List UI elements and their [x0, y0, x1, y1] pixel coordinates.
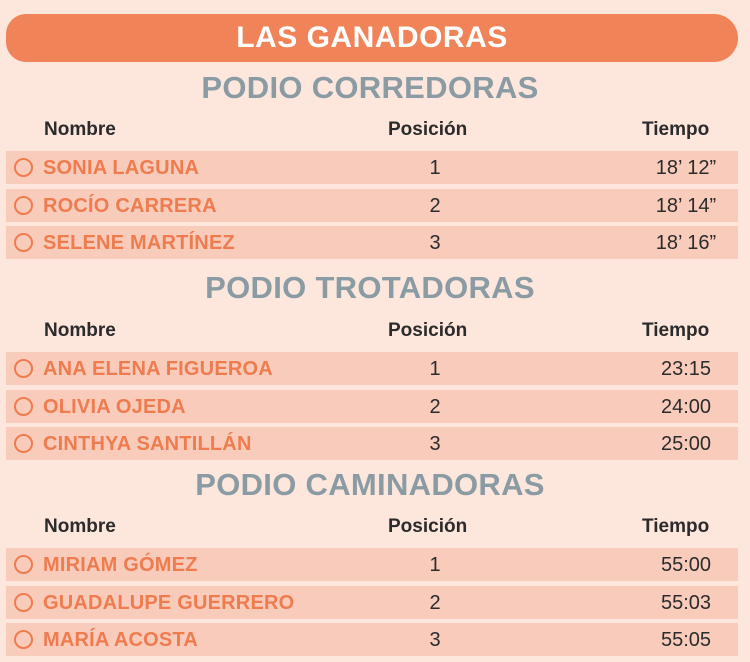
runner-position: 2	[429, 396, 441, 418]
section-title: PODIO TROTADORAS	[205, 270, 535, 305]
runner-time: 25:00	[660, 433, 712, 455]
header-position: Posición	[388, 320, 468, 341]
runner-name: GUADALUPE GUERRERO	[43, 592, 295, 614]
runner-time: 55:00	[660, 554, 712, 576]
runner-position: 3	[429, 629, 441, 651]
runner-position: 3	[429, 433, 441, 455]
circle-bullet-icon	[14, 196, 33, 215]
header-name: Nombre	[44, 119, 116, 140]
runner-time: 23:15	[660, 358, 712, 380]
runner-name: MARÍA ACOSTA	[43, 629, 198, 651]
runner-time: 18’ 14”	[655, 195, 717, 217]
runner-time: 24:00	[660, 396, 712, 418]
runner-name: ANA ELENA FIGUEROA	[43, 358, 273, 380]
table-row	[6, 390, 738, 423]
runner-name: SELENE MARTÍNEZ	[43, 232, 235, 254]
header-time: Tiempo	[642, 119, 710, 140]
runner-name: CINTHYA SANTILLÁN	[43, 433, 252, 455]
circle-bullet-icon	[14, 555, 33, 574]
header-time: Tiempo	[642, 320, 710, 341]
header-time: Tiempo	[642, 516, 710, 537]
runner-name: SONIA LAGUNA	[43, 157, 200, 179]
runner-time: 55:03	[660, 592, 712, 614]
runner-position: 3	[429, 232, 441, 254]
circle-bullet-icon	[14, 630, 33, 649]
table-row	[6, 548, 738, 581]
header-position: Posición	[388, 119, 468, 140]
header-name: Nombre	[44, 320, 116, 341]
runner-position: 1	[429, 358, 441, 380]
circle-bullet-icon	[14, 233, 33, 252]
circle-bullet-icon	[14, 593, 33, 612]
table-row	[6, 586, 738, 619]
runner-position: 2	[429, 195, 441, 217]
runner-time: 18’ 16”	[655, 232, 717, 254]
runner-name: ROCÍO CARRERA	[43, 195, 217, 217]
section-title: PODIO CORREDORAS	[201, 70, 539, 105]
runner-position: 1	[429, 157, 441, 179]
table-row	[6, 189, 738, 222]
table-header	[0, 514, 750, 538]
table-row	[6, 623, 738, 656]
table-row	[6, 151, 738, 184]
section-title: PODIO CAMINADORAS	[195, 467, 545, 502]
runner-position: 2	[429, 592, 441, 614]
runner-position: 1	[429, 554, 441, 576]
runner-time: 18’ 12”	[655, 157, 717, 179]
banner-title: LAS GANADORAS	[6, 14, 738, 62]
runner-time: 55:05	[660, 629, 712, 651]
circle-bullet-icon	[14, 434, 33, 453]
table-row	[6, 352, 738, 385]
circle-bullet-icon	[14, 397, 33, 416]
table-row	[6, 226, 738, 259]
circle-bullet-icon	[14, 359, 33, 378]
table-row	[6, 427, 738, 460]
table-header	[0, 318, 750, 342]
runner-name: OLIVIA OJEDA	[43, 396, 186, 418]
runner-name: MIRIAM GÓMEZ	[43, 554, 198, 576]
header-position: Posición	[388, 516, 468, 537]
header-name: Nombre	[44, 516, 116, 537]
circle-bullet-icon	[14, 158, 33, 177]
table-header	[0, 117, 750, 141]
